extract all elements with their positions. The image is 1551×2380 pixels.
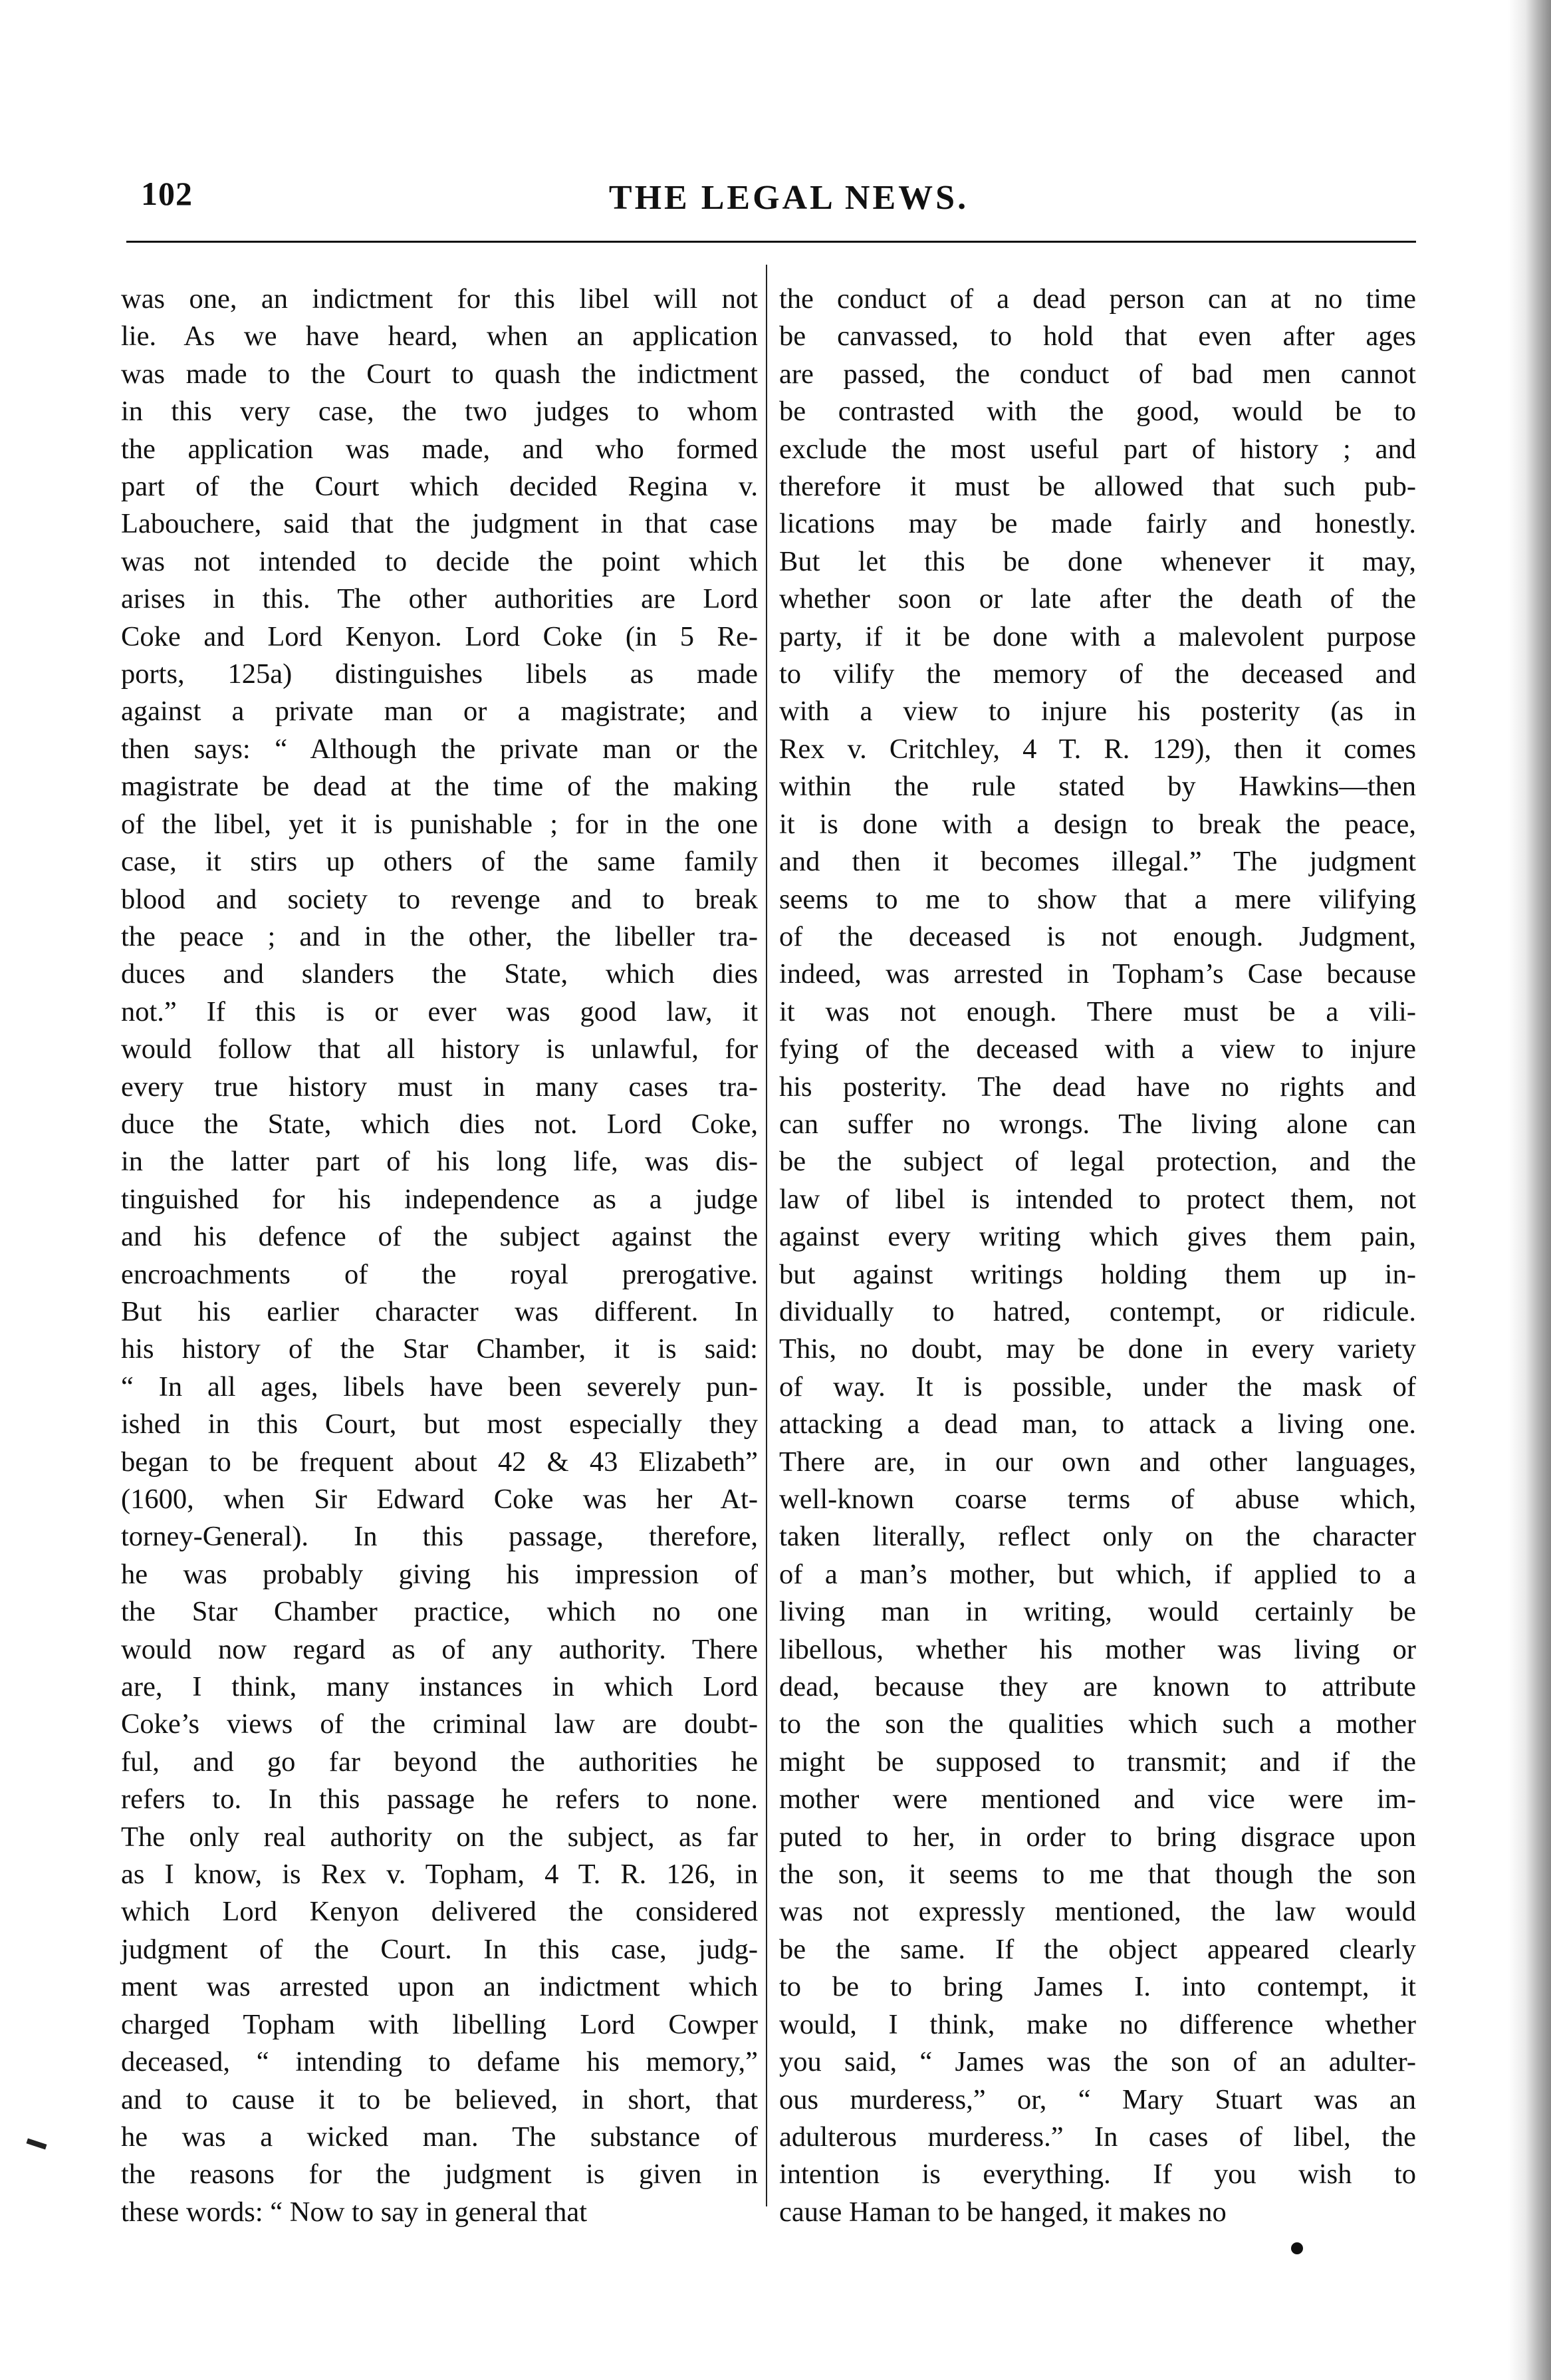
text-line: his history of the Star Chamber, it is said: — [121, 1333, 758, 1365]
text-line: puted to her, in order to bring disgrace upon — [779, 1821, 1416, 1853]
page-edge-shadow — [1508, 0, 1551, 2380]
text-line: indeed, was arrested in Topham’s Case because — [779, 958, 1416, 990]
text-line: of a man’s mother, but which, if applied to a — [779, 1558, 1416, 1590]
text-line: of way. It is possible, under the mask of — [779, 1371, 1416, 1402]
text-line: arises in this. The other authorities are Lord — [121, 583, 758, 615]
column-divider — [766, 265, 767, 2206]
text-line: to the son the qualities which such a mother — [779, 1708, 1416, 1740]
text-line: to be to bring James I. into contempt, it — [779, 1971, 1416, 2003]
text-line: well-known coarse terms of abuse which, — [779, 1484, 1416, 1515]
text-line: then says: “ Although the private man or the — [121, 733, 758, 765]
text-line: mother were mentioned and vice were im- — [779, 1784, 1416, 1815]
text-line: the reasons for the judgment is given in — [121, 2159, 758, 2190]
text-line: of the libel, yet it is punishable ; for in the one — [121, 808, 758, 840]
text-line: began to be frequent about 42 & 43 Elizabeth” — [121, 1446, 758, 1478]
text-line: ment was arrested upon an indictment which — [121, 1971, 758, 2003]
text-line: duces and slanders the State, which dies — [121, 958, 758, 990]
text-line: might be supposed to transmit; and if the — [779, 1746, 1416, 1778]
text-line: which Lord Kenyon delivered the considered — [121, 1896, 758, 1928]
text-line: exclude the most useful part of history ; and — [779, 433, 1416, 465]
text-line: within the rule stated by Hawkins—then — [779, 771, 1416, 803]
text-line: in this very case, the two judges to whom — [121, 396, 758, 428]
text-line: intention is everything. If you wish to — [779, 2159, 1416, 2190]
text-line: are passed, the conduct of bad men cannot — [779, 358, 1416, 390]
text-line: tinguished for his independence as a judge — [121, 1183, 758, 1215]
text-line: can suffer no wrongs. The living alone can — [779, 1108, 1416, 1140]
text-line: with a view to injure his posterity (as in — [779, 696, 1416, 727]
page-number: 102 — [141, 175, 193, 212]
text-line: lications may be made fairly and honestly. — [779, 508, 1416, 540]
text-line: case, it stirs up others of the same family — [121, 846, 758, 878]
text-line: The only real authority on the subject, as far — [121, 1821, 758, 1853]
text-line: was not expressly mentioned, the law would — [779, 1896, 1416, 1928]
text-line: whether soon or late after the death of the — [779, 583, 1416, 615]
margin-mark — [26, 2139, 47, 2150]
text-line: ports, 125a) distinguishes libels as made — [121, 658, 758, 690]
text-line: the conduct of a dead person can at no time — [779, 283, 1416, 315]
text-line: be the subject of legal protection, and the — [779, 1146, 1416, 1178]
text-line: blood and society to revenge and to break — [121, 883, 758, 915]
text-line: was one, an indictment for this libel will not — [121, 283, 758, 315]
text-line: in the latter part of his long life, was dis- — [121, 1146, 758, 1178]
text-line: deceased, “ intending to defame his memory,” — [121, 2046, 758, 2078]
text-line: every true history must in many cases tra- — [121, 1071, 758, 1103]
text-line: There are, in our own and other languages, — [779, 1446, 1416, 1478]
text-line: Rex v. Critchley, 4 T. R. 129), then it comes — [779, 733, 1416, 765]
left-column — [121, 281, 758, 2231]
text-line: attacking a dead man, to attack a living one. — [779, 1408, 1416, 1440]
text-line: cause Haman to be hanged, it makes no — [779, 2196, 1227, 2228]
text-line: against a private man or a magistrate; and — [121, 696, 758, 727]
text-line: “ In all ages, libels have been severely pun- — [121, 1371, 758, 1402]
text-line: party, if it be done with a malevolent purpose — [779, 620, 1416, 652]
text-line: would, I think, make no difference whether — [779, 2008, 1416, 2040]
text-line: This, no doubt, may be done in every variety — [779, 1333, 1416, 1365]
text-line: he was probably giving his impression of — [121, 1558, 758, 1590]
text-line: law of libel is intended to protect them, not — [779, 1183, 1416, 1215]
text-line: was made to the Court to quash the indictment — [121, 358, 758, 390]
text-line: refers to. In this passage he refers to none. — [121, 1784, 758, 1815]
text-line: dividually to hatred, contempt, or ridicule. — [779, 1295, 1416, 1327]
text-line: would now regard as of any authority. There — [121, 1633, 758, 1665]
text-line: ished in this Court, but most especially they — [121, 1408, 758, 1440]
text-line: taken literally, reflect only on the character — [779, 1521, 1416, 1553]
text-line: magistrate be dead at the time of the making — [121, 771, 758, 803]
text-line: adulterous murderess.” In cases of libel, the — [779, 2121, 1416, 2153]
text-line: therefore it must be allowed that such pub- — [779, 471, 1416, 503]
text-line: (1600, when Sir Edward Coke was her At- — [121, 1484, 758, 1515]
text-line: encroachments of the royal prerogative. — [121, 1258, 758, 1290]
text-line: ful, and go far beyond the authorities he — [121, 1746, 758, 1778]
text-line: charged Topham with libelling Lord Cowper — [121, 2008, 758, 2040]
text-line: against every writing which gives them pain, — [779, 1221, 1416, 1253]
printed-dot — [1291, 2242, 1303, 2254]
text-line: to vilify the memory of the deceased and — [779, 658, 1416, 690]
text-line: the son, it seems to me that though the son — [779, 1859, 1416, 1891]
text-line: torney-General). In this passage, therefore, — [121, 1521, 758, 1553]
header-rule — [126, 241, 1416, 243]
text-line: libellous, whether his mother was living or — [779, 1633, 1416, 1665]
text-line: But let this be done whenever it may, — [779, 545, 1416, 577]
text-line: his posterity. The dead have no rights and — [779, 1071, 1416, 1103]
text-line: judgment of the Court. In this case, judg- — [121, 1933, 758, 1965]
text-line: the peace ; and in the other, the libeller tra- — [121, 920, 758, 952]
text-line: he was a wicked man. The substance of — [121, 2121, 758, 2153]
text-line: fying of the deceased with a view to injure — [779, 1033, 1416, 1065]
text-line: Labouchere, said that the judgment in that case — [121, 508, 758, 540]
text-line: but against writings holding them up in- — [779, 1258, 1416, 1290]
text-line: was not intended to decide the point which — [121, 545, 758, 577]
text-line: the application was made, and who formed — [121, 433, 758, 465]
text-line: would follow that all history is unlawful, for — [121, 1033, 758, 1065]
text-line: living man in writing, would certainly be — [779, 1596, 1416, 1628]
text-line: the Star Chamber practice, which no one — [121, 1596, 758, 1628]
text-line: be the same. If the object appeared clearly — [779, 1933, 1416, 1965]
text-line: as I know, is Rex v. Topham, 4 T. R. 126, in — [121, 1859, 758, 1891]
text-line: Coke’s views of the criminal law are doubt- — [121, 1708, 758, 1740]
text-line: not.” If this is or ever was good law, it — [121, 995, 758, 1027]
text-line: Coke and Lord Kenyon. Lord Coke (in 5 Re- — [121, 620, 758, 652]
text-line: duce the State, which dies not. Lord Coke, — [121, 1108, 758, 1140]
text-line: and to cause it to be believed, in short, that — [121, 2083, 758, 2115]
text-line: it was not enough. There must be a vili- — [779, 995, 1416, 1027]
text-line: it is done with a design to break the peace, — [779, 808, 1416, 840]
text-line: dead, because they are known to attribute — [779, 1671, 1416, 1703]
text-line: lie. As we have heard, when an application — [121, 321, 758, 352]
text-line: are, I think, many instances in which Lord — [121, 1671, 758, 1703]
text-line: you said, “ James was the son of an adulter- — [779, 2046, 1416, 2078]
text-line: seems to me to show that a mere vilifying — [779, 883, 1416, 915]
text-line: of the deceased is not enough. Judgment, — [779, 920, 1416, 952]
running-title: THE LEGAL NEWS. — [608, 179, 969, 217]
text-line: ous murderess,” or, “ Mary Stuart was an — [779, 2083, 1416, 2115]
text-line: be contrasted with the good, would be to — [779, 396, 1416, 428]
text-line: But his earlier character was different. In — [121, 1295, 758, 1327]
text-line: be canvassed, to hold that even after ages — [779, 321, 1416, 352]
text-line: these words: “ Now to say in general that — [121, 2196, 588, 2228]
right-column — [779, 281, 1416, 2231]
text-line: part of the Court which decided Regina v. — [121, 471, 758, 503]
text-line: and his defence of the subject against the — [121, 1221, 758, 1253]
text-line: and then it becomes illegal.” The judgment — [779, 846, 1416, 878]
